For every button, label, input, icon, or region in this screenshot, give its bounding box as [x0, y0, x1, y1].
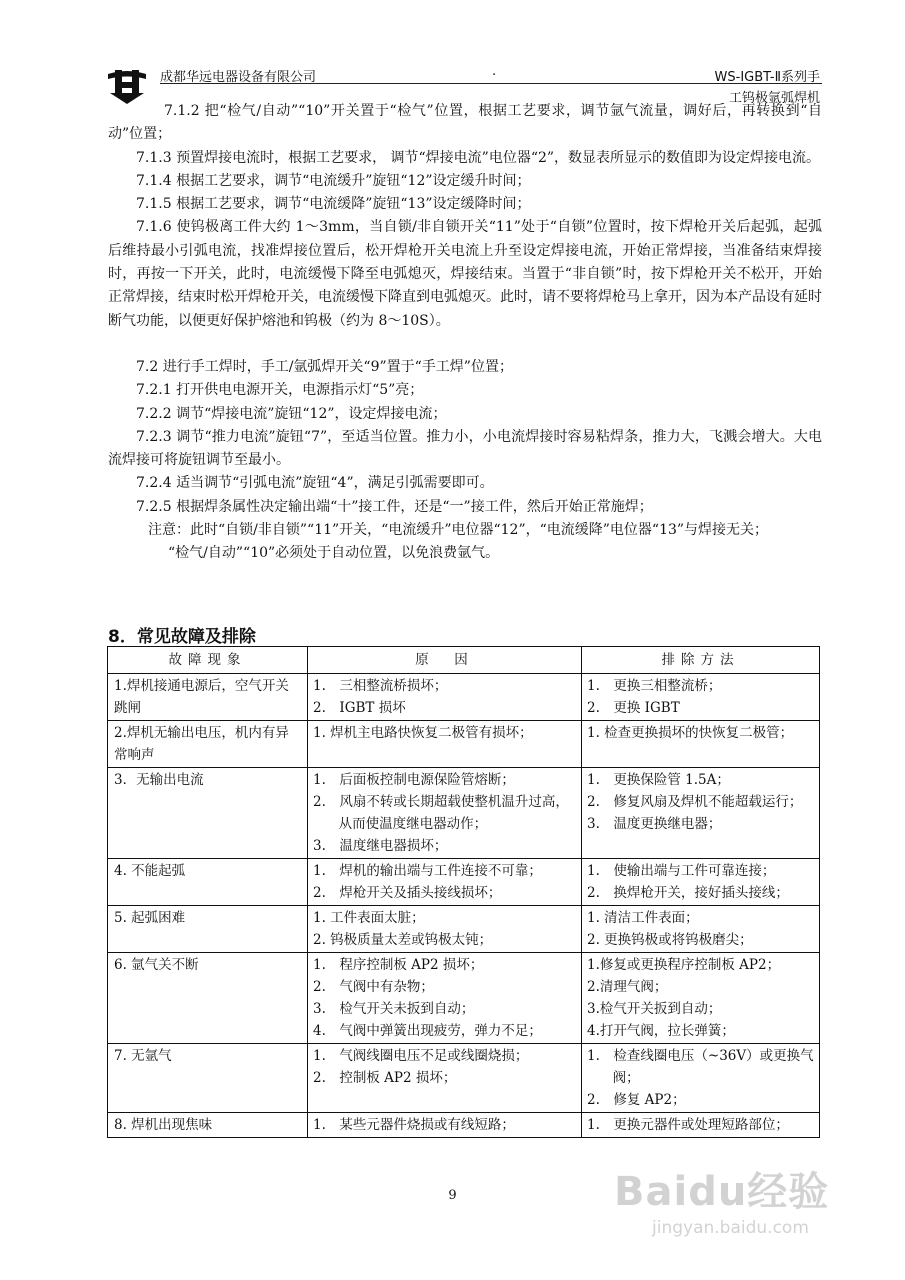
header-dot: .	[492, 64, 497, 79]
fault-causes	[308, 953, 582, 1044]
fault-fixes	[582, 953, 820, 1044]
cause-item: 2. 控制板 AP2 损坏；	[313, 1070, 457, 1086]
fix-item: 3.检气开关扳到自动；	[587, 1001, 722, 1017]
fault-causes	[308, 859, 582, 906]
fault-symptom: 7. 无氩气	[108, 1044, 308, 1113]
table-header-row	[108, 647, 820, 674]
table-row	[108, 953, 820, 1044]
header-model: WS-IGBT-Ⅱ系列手	[714, 70, 820, 85]
watermark-url: jingyan.baidu.com	[652, 1218, 809, 1238]
fix-item: 2. 修复风扇及焊机不能超载运行；	[587, 794, 803, 810]
fix-item: 1. 使输出端与工件可靠连接；	[587, 863, 776, 879]
cause-item: 1. 工件表面太脏；	[313, 910, 425, 926]
fix-item: 1.修复或更换程序控制板 AP2；	[587, 957, 781, 973]
paragraph: 7.1.2 把“检气/自动”“10”开关置于“检气”位置，根据工艺要求，调节氩气流量，调好后，再转换到“自动”位置；	[108, 103, 822, 143]
cause-item: 1. 焊机的输出端与工件连接不可靠；	[313, 863, 542, 879]
fault-fixes	[582, 721, 820, 768]
fix-item: 2. 更换钨极或将钨极磨尖；	[587, 932, 753, 948]
cause-item: 1. 三相整流桥损坏；	[313, 678, 448, 694]
paragraph: 7.2.3 调节“推力电流”旋钮“7”，至适当位置。推力小，小电流焊接时容易粘焊条，推力大，飞溅会增大。大电流焊接可将旋钮调节至最小。	[108, 428, 822, 469]
fix-item: 1. 检查更换损坏的快恢复二极管；	[587, 725, 794, 741]
fix-item: 3. 温度更换继电器；	[587, 816, 722, 832]
table-row	[108, 674, 820, 721]
table-row	[108, 906, 820, 953]
fault-fixes	[582, 859, 820, 906]
cause-item: 1. 后面板控制电源保险管熔断；	[313, 772, 515, 788]
fault-fixes	[582, 768, 820, 859]
note-paragraph: “检气/自动”“10”必须处于自动位置，以免浪费氩气。	[168, 545, 500, 562]
section-title: 8．常见故障及排除	[108, 627, 256, 647]
header-symptom: 故障现象	[108, 647, 308, 674]
paragraph: 7.2 进行手工焊时，手工/氩弧焊开关“9”置于“手工焊”位置；	[136, 358, 513, 375]
paragraph: 7.2.4 适当调节“引弧电流”旋钮“4”，满足引弧需要即可。	[136, 475, 494, 492]
paragraph: 7.1.5 根据工艺要求，调节“电流缓降”旋钮“13”设定缓降时间；	[136, 196, 531, 213]
fix-item: 1. 清洁工件表面；	[587, 910, 699, 926]
fault-causes	[308, 768, 582, 859]
watermark-logo: Baidu经验	[614, 1169, 830, 1215]
table-row	[108, 1113, 820, 1138]
cause-item: 1. 气阀线圈电压不足或线圈烧损；	[313, 1048, 529, 1064]
table-row	[108, 859, 820, 906]
header-subtitle: 工钨极氩弧焊机	[728, 91, 820, 106]
paragraph: 7.2.5 根据焊条属性决定输出端“十”接工件，还是“一”接工件，然后开始正常施焊；	[136, 498, 653, 515]
fault-symptom: 4. 不能起弧	[108, 859, 308, 906]
table-row	[108, 721, 820, 768]
table-row	[108, 1044, 820, 1113]
cause-item: 1. 某些元器件烧损或有线短路；	[313, 1117, 515, 1133]
header-company: 成都华远电器设备有限公司	[160, 70, 317, 85]
fault-causes	[308, 721, 582, 768]
paragraph: 7.2.1 打开供电电源开关，电源指示灯“5”亮；	[136, 382, 424, 399]
fault-fixes	[582, 674, 820, 721]
note-paragraph: 注意：此时“自锁/非自锁”“11”开关，“电流缓升”电位器“12”，“电流缓降”电位器“13”与焊接无关；	[148, 522, 769, 539]
fault-causes	[308, 906, 582, 953]
header-fix: 排除方法	[582, 647, 820, 674]
table-row	[108, 768, 820, 859]
cause-item: 3. 温度继电器损坏；	[313, 838, 448, 854]
header-cause: 原 因	[308, 647, 582, 674]
fault-symptom: 1.焊机接通电源后，空气开关跳闸	[108, 674, 308, 721]
body-text	[108, 100, 822, 589]
cause-item: 2. 钨极质量太差或钨极太钝；	[313, 932, 493, 948]
cause-item: 4. 气阀中弹簧出现疲劳，弹力不足；	[313, 1023, 542, 1039]
paragraph: 7.1.6 使钨极离工件大约 1～3mm，当自锁/非自锁开关“11”处于“自锁”位置时，按下焊枪开关后起弧，起弧后维持最小引弧电流，找准焊接位置后，松开焊枪开关电流上升至设定焊接电流，开始正常焊接，当准备结束焊接时，再按一下开关，此时，电流缓慢下降至电弧熄灭，焊接结束。当置于“非自锁”时，按下焊枪开关不松开，开始正常焊接，结束时松开焊枪开关，电流缓慢下降直到电弧熄灭。此时，请不要将焊枪马上拿开，因为本产品设有延时断气功能，以便更好保护熔池和钨极（约为 8～10S）。	[108, 219, 822, 329]
cause-item: 2. 气阀中有杂物；	[313, 979, 434, 995]
fault-fixes	[582, 906, 820, 953]
fault-symptom: 5. 起弧困难	[108, 906, 308, 953]
fault-causes	[308, 1044, 582, 1113]
cause-item: 2. 焊枪开关及插头接线损坏；	[313, 885, 502, 901]
fix-item: 1. 更换三相整流桥；	[587, 678, 722, 694]
fault-symptom: 6. 氩气关不断	[108, 953, 308, 1044]
cause-item: 1. 焊机主电路快恢复二极管有损坏；	[313, 725, 533, 741]
fix-item: 1. 更换元器件或处理短路部位；	[587, 1117, 789, 1133]
page-number: 9	[448, 1188, 457, 1203]
cause-item: 3. 检气开关未扳到自动；	[313, 1001, 475, 1017]
fault-table	[107, 646, 820, 1138]
baidu-watermark	[614, 1160, 844, 1255]
fault-causes	[308, 1113, 582, 1138]
paragraph: 7.1.3 预置焊接电流时，根据工艺要求， 调节“焊接电流”电位器“2”，数显表所显示的数值即为设定焊接电流。	[136, 149, 821, 166]
fix-item: 1. 更换保险管 1.5A；	[587, 772, 730, 788]
fix-item: 4.打开气阀，拉长弹簧；	[587, 1023, 735, 1039]
paragraph: 7.1.4 根据工艺要求，调节“电流缓升”旋钮“12”设定缓升时间；	[136, 172, 531, 189]
cause-item: 2. 风扇不转或长期超载使整机温升过高，从而使温度继电器动作；	[313, 794, 569, 832]
fix-item: 2. 换焊枪开关，接好插头接线；	[587, 885, 789, 901]
cause-item: 2. IGBT 损坏	[313, 700, 406, 716]
fault-symptom: 2.焊机无输出电压，机内有异常响声	[108, 721, 308, 768]
fault-fixes	[582, 1044, 820, 1113]
fix-item: 2. 更换 IGBT	[587, 700, 680, 716]
fault-causes	[308, 674, 582, 721]
fix-item: 1. 检查线圈电压（~36V）或更换气阀；	[587, 1048, 814, 1086]
fault-symptom: 3．无输出电流	[108, 768, 308, 859]
fix-item: 2.清理气阀；	[587, 979, 668, 995]
fault-symptom: 8. 焊机出现焦味	[108, 1113, 308, 1138]
paragraph: 7.2.2 调节“焊接电流”旋钮“12”，设定焊接电流；	[136, 405, 447, 422]
fault-fixes	[582, 1113, 820, 1138]
fix-item: 2. 修复 AP2；	[587, 1092, 686, 1108]
cause-item: 1. 程序控制板 AP2 损坏；	[313, 957, 484, 973]
